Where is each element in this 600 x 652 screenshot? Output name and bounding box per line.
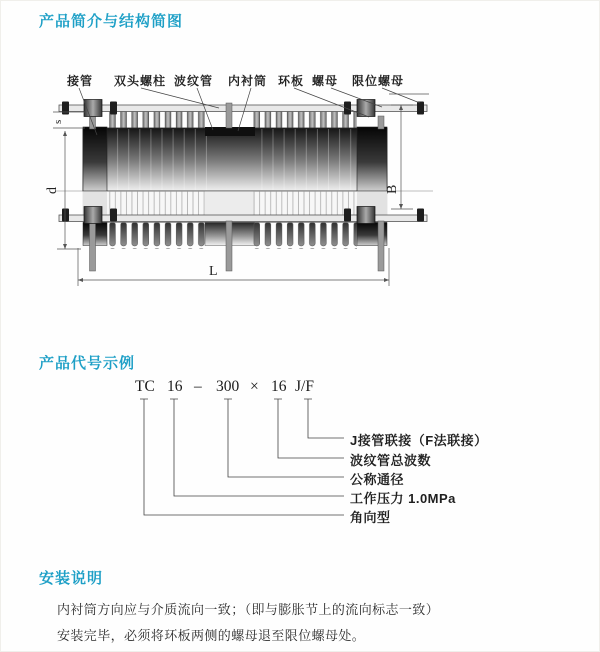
structure-diagram [1, 61, 600, 301]
callout-angular-type: 角向型 [350, 510, 391, 525]
part-label-bellows: 波纹管 [174, 74, 214, 88]
nut-left-top [110, 102, 117, 115]
expansion-joint-drawing [1, 61, 600, 301]
nut-block-right-bottom [357, 207, 375, 224]
install-instruction-1: 内衬筒方向应与介质流向一致；（即与膨胀节上的流向标志一致） [57, 602, 440, 617]
ring-plate-stud-right-top [378, 116, 384, 129]
code-section-title: 产品代号示例 [39, 355, 136, 372]
code-seg-waves: 16 [271, 378, 287, 395]
dim-d-label: d [45, 187, 60, 194]
callout-joint-type: J接管联接（F法联接） [350, 433, 488, 448]
nut-right-bottom [344, 209, 351, 222]
install-section-title: 安装说明 [39, 570, 104, 587]
dim-s-label: s [52, 119, 64, 124]
part-label-limitnut: 限位螺母 [352, 74, 405, 88]
callout-diameter: 公称通径 [350, 472, 405, 487]
code-seg-dash: – [194, 378, 202, 395]
callout-pressure: 工作压力 1.0MPa [350, 491, 456, 506]
install-instruction-2: 安装完毕，必须将环板两侧的螺母退至限位螺母处。 [57, 628, 366, 643]
limit-nut-left-bottom [62, 209, 69, 222]
limit-nut-right-bottom [417, 209, 424, 222]
code-seg-times: × [250, 378, 259, 395]
code-seg-diameter: 300 [216, 378, 240, 395]
callout-wave-count: 波纹管总波数 [350, 453, 432, 468]
nut-block-right-top [357, 100, 375, 117]
lower-bellows-right [253, 223, 357, 249]
code-seg-type: TC [135, 378, 155, 395]
part-label-ringplate: 环板 [278, 74, 305, 88]
nut-block-left-bottom [84, 207, 102, 224]
code-callouts [1, 397, 600, 527]
product-code-row [1, 378, 600, 398]
lower-band-center [205, 192, 255, 216]
part-label-liner: 内衬筒 [228, 74, 268, 88]
callout-connectors [1, 397, 600, 527]
lower-band-lines-left [107, 192, 207, 216]
lower-band-lines-right [253, 192, 357, 216]
dim-b-label: B [385, 184, 400, 194]
nut-left-bottom [110, 209, 117, 222]
center-stud-top [226, 103, 232, 128]
upper-shell-stripes-left [107, 129, 207, 190]
code-seg-joint: J/F [295, 378, 314, 395]
code-seg-pressure: 16 [167, 378, 183, 395]
upper-shell-stripes-right [253, 129, 357, 190]
part-label-stud: 双头螺柱 [114, 74, 167, 88]
limit-nut-right-top [417, 102, 424, 115]
part-label-nut: 螺母 [312, 74, 339, 88]
lower-bellows-left [107, 223, 207, 249]
ring-plate-stud-left-bottom [90, 221, 96, 271]
left-end-pipe [83, 127, 107, 191]
center-stud-bottom [226, 221, 232, 271]
intro-section-title: 产品简介与结构简图 [39, 13, 184, 30]
right-end-pipe [357, 127, 387, 191]
limit-nut-left-top [62, 102, 69, 115]
ring-plate-stud-right-bottom [378, 221, 384, 271]
part-label-jieguan: 接管 [67, 74, 94, 88]
dim-l-label: L [209, 264, 218, 279]
